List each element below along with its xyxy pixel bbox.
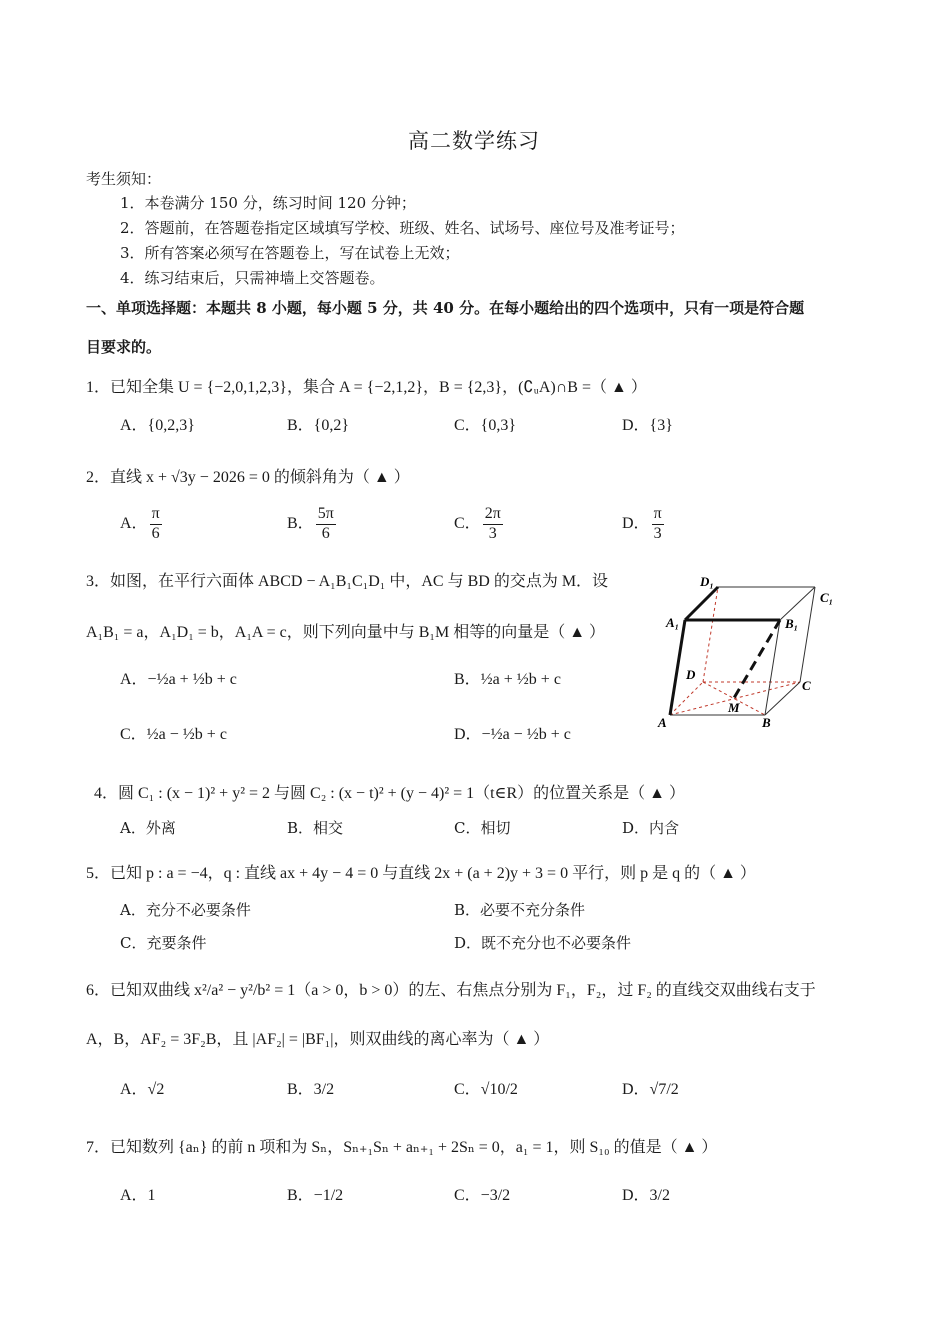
q3-option-b: B．½a + ½b + c xyxy=(454,671,561,688)
q2-option-d-den: 3 xyxy=(653,524,662,542)
q2-option-c-num: 2π xyxy=(483,506,503,525)
label-c1: C₁ xyxy=(820,590,834,605)
q2-option-b xyxy=(287,506,338,543)
edge-a1d1 xyxy=(685,587,718,620)
label-a1: A₁ xyxy=(666,615,680,630)
q6-option-d: D．√7/2 xyxy=(622,1081,679,1098)
notice-heading: 考生须知： xyxy=(86,170,162,188)
q3-option-c: C．½a − ½b + c xyxy=(120,726,227,743)
question-3-stem-line2: A₁B₁ = a，A₁D₁ = b，A₁A = c，则下列向量中与 B₁M 相等的向量是（ ▲ ） xyxy=(86,624,606,641)
q6-option-b: B．3/2 xyxy=(287,1081,335,1098)
q2-option-a-den: 6 xyxy=(151,524,160,542)
question-6-stem-line2: A，B，AF₂ = 3F₂B，且 |AF₂| = |BF₁|，则双曲线的离心率为（ ▲ ） xyxy=(86,1031,550,1048)
edge-a1a xyxy=(670,620,685,715)
segment-b1m xyxy=(734,620,780,698)
parallelepiped-figure xyxy=(650,570,850,740)
q2-option-c-den: 3 xyxy=(488,524,497,542)
q7-option-d: D．3/2 xyxy=(622,1187,671,1204)
q3-option-d: D．−½a − ½b + c xyxy=(454,726,571,743)
question-3-stem-line1: 3．如图，在平行六面体 ABCD − A₁B₁C₁D₁ 中，AC 与 BD 的交点为 M．设 xyxy=(86,573,609,590)
q2-option-b-letter: B． xyxy=(287,514,314,532)
notice-item: 4．练习结束后，只需神墙上交答题卷。 xyxy=(120,269,385,287)
q2-option-d-letter: D． xyxy=(622,514,650,532)
edge-cc1 xyxy=(800,587,815,682)
q3-option-a: A．−½a + ½b + c xyxy=(120,671,237,688)
q7-option-a: A．1 xyxy=(120,1187,156,1204)
q4-option-c: C．相切 xyxy=(454,819,511,837)
q5-option-a: A．充分不必要条件 xyxy=(120,901,251,919)
question-2-stem: 2．直线 x + √3y − 2026 = 0 的倾斜角为（ ▲ ） xyxy=(86,469,410,486)
q7-option-c: C．−3/2 xyxy=(454,1187,511,1204)
q1-option-c: C．{0,3} xyxy=(454,417,517,434)
notice-item: 3．所有答案必须写在答题卷上，写在试卷上无效； xyxy=(120,244,460,262)
label-b1: B₁ xyxy=(785,616,799,631)
question-5-stem: 5．已知 p : a = −4，q : 直线 ax + 4y − 4 = 0 与直线 2x + (a + 2)y + 3 = 0 平行，则 p 是 q 的（ ▲ ） xyxy=(86,865,756,882)
section-heading-line2: 目要求的。 xyxy=(86,338,162,356)
q1-option-b: B．{0,2} xyxy=(287,417,350,434)
question-6-stem-line1: 6．已知双曲线 x²/a² − y²/b² = 1（a > 0，b > 0）的左、右焦点分别为 F₁，F₂，过 F₂ 的直线交双曲线右支于 xyxy=(86,982,816,999)
q2-option-a xyxy=(120,506,164,543)
label-d1: D₁ xyxy=(700,574,714,589)
label-d: D xyxy=(686,667,696,682)
label-b: B xyxy=(762,715,771,730)
q6-option-a: A．√2 xyxy=(120,1081,165,1098)
q5-option-b: B．必要不充分条件 xyxy=(454,901,586,919)
question-4-stem: 4．圆 C₁ : (x − 1)² + y² = 2 与圆 C₂ : (x − t)² + (y − 4)² = 1（t∈R）的位置关系是（ ▲ ） xyxy=(94,785,685,802)
q5-option-c: C．充要条件 xyxy=(120,934,207,952)
q2-option-b-den: 6 xyxy=(321,524,330,542)
q2-option-d-num: π xyxy=(652,506,664,525)
q4-option-a: A．外离 xyxy=(120,819,176,837)
notice-item: 1．本卷满分 150 分，练习时间 120 分钟； xyxy=(120,194,416,212)
q2-option-c xyxy=(454,506,505,543)
q2-option-a-num: π xyxy=(150,506,162,525)
q5-option-d: D．既不充分也不必要条件 xyxy=(454,934,632,952)
question-7-stem: 7．已知数列 {aₙ} 的前 n 项和为 Sₙ，Sₙ₊₁Sₙ + aₙ₊₁ + 2Sₙ = 0，a₁ = 1，则 S₁₀ 的值是（ ▲ ） xyxy=(86,1139,718,1156)
label-a: A xyxy=(658,715,667,730)
q2-option-a-letter: A． xyxy=(120,514,148,532)
q4-option-d: D．内含 xyxy=(622,819,680,837)
q1-option-a: A．{0,2,3} xyxy=(120,417,195,434)
q6-option-c: C．√10/2 xyxy=(454,1081,518,1098)
q2-option-c-letter: C． xyxy=(454,514,481,532)
q7-option-b: B．−1/2 xyxy=(287,1187,344,1204)
label-m: M xyxy=(728,700,740,715)
q1-option-d: D．{3} xyxy=(622,417,673,434)
question-1-stem: 1．已知全集 U = {−2,0,1,2,3}，集合 A = {−2,1,2}，B = {2,3}，(∁ᵤA)∩B =（ ▲ ） xyxy=(86,379,647,396)
label-c: C xyxy=(802,678,811,693)
q4-option-b: B．相交 xyxy=(287,819,344,837)
section-heading-line1: 一、单项选择题：本题共 8 小题，每小题 5 分，共 40 分。在每小题给出的四个选项中，只有一项是符合题 xyxy=(86,299,805,317)
page-title: 高二数学练习 xyxy=(408,129,540,153)
q2-option-b-num: 5π xyxy=(316,506,336,525)
q2-option-d xyxy=(622,506,666,543)
notice-item: 2．答题前，在答题卷指定区域填写学校、班级、姓名、试场号、座位号及准考证号； xyxy=(120,219,685,237)
